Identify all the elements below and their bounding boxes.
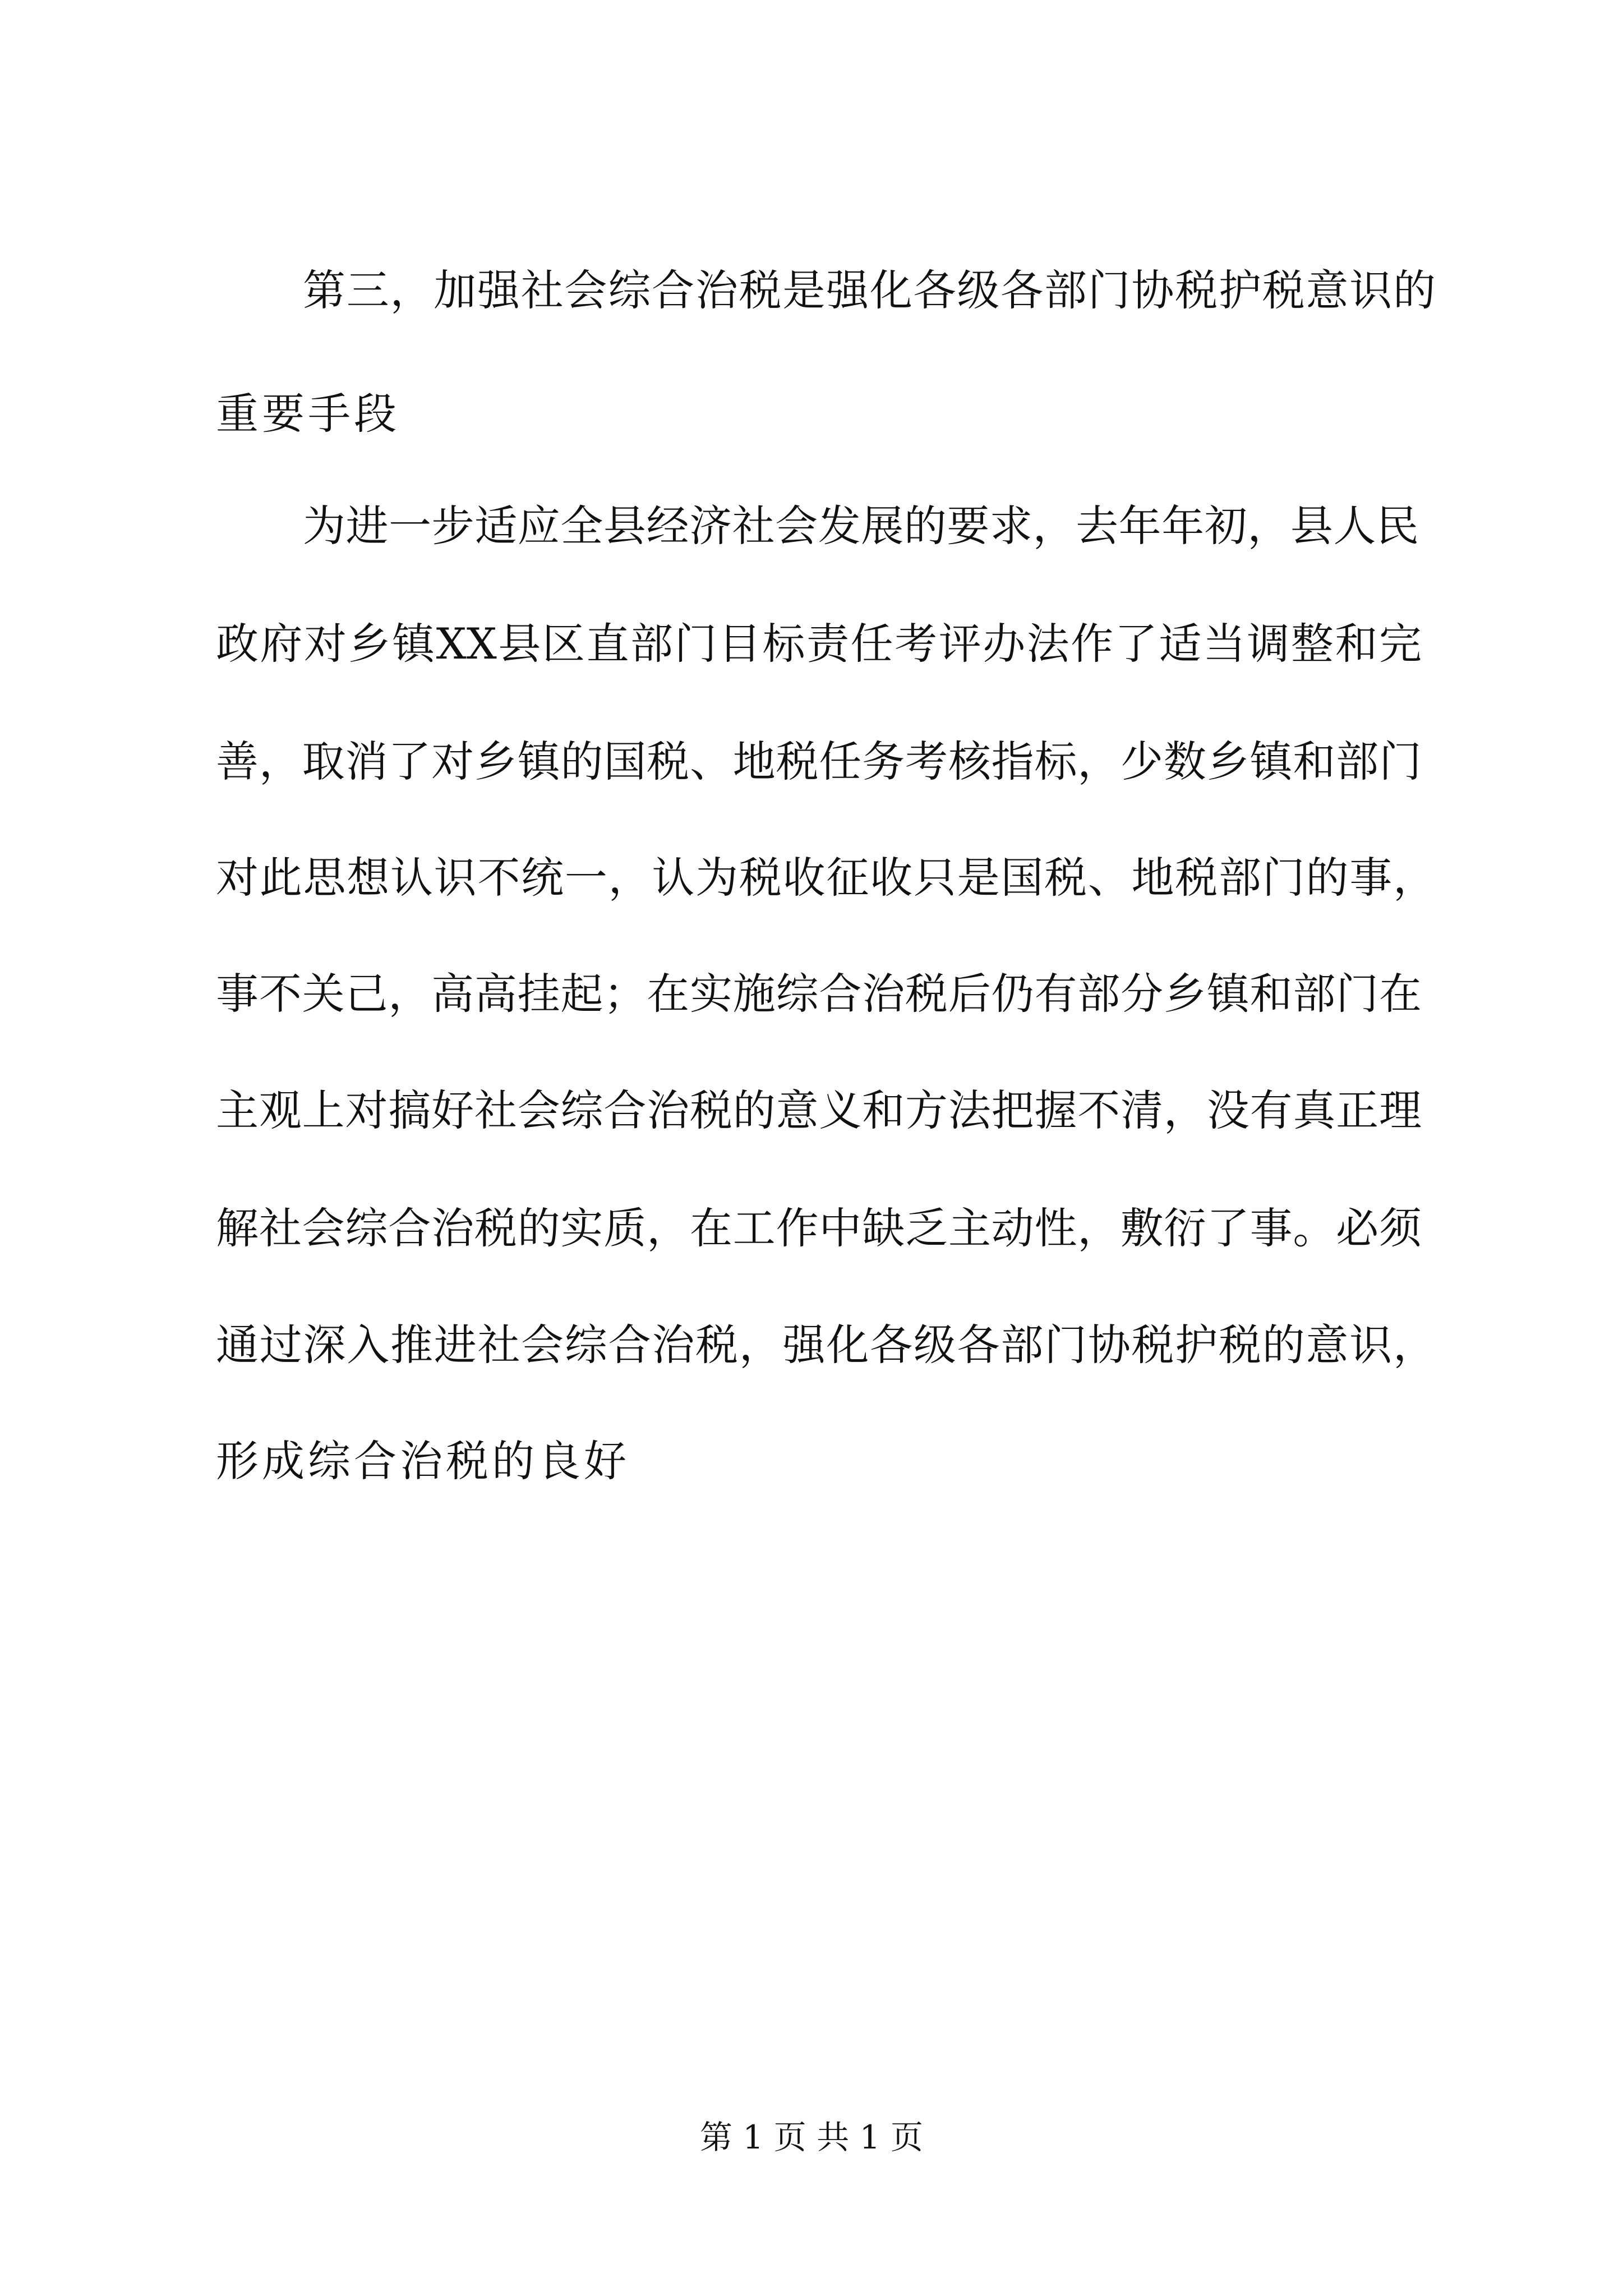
paragraph-2-line-9: 形成综合治税的良好: [216, 1436, 630, 1486]
paragraph-1-line-2: 重要手段: [216, 389, 400, 439]
paragraph-2-line-2: 政府对乡镇XX县区直部门目标责任考评办法作了适当调整和完: [216, 619, 1422, 669]
paragraph-2-line-7: 解社会综合治税的实质，在工作中缺乏主动性，敷衍了事。必须: [216, 1203, 1422, 1253]
paragraph-1-line-1: 第三，加强社会综合治税是强化各级各部门协税护税意识的: [303, 265, 1436, 315]
paragraph-2-line-4: 对此思想认识不统一，认为税收征收只是国税、地税部门的事，: [216, 853, 1436, 903]
paragraph-2-line-3: 善，取消了对乡镇的国税、地税任务考核指标，少数乡镇和部门: [216, 737, 1422, 786]
paragraph-2-line-6: 主观上对搞好社会综合治税的意义和方法把握不清，没有真正理: [216, 1085, 1422, 1135]
paragraph-2-line-5: 事不关己，高高挂起；在实施综合治税后仍有部分乡镇和部门在: [216, 969, 1422, 1019]
paragraph-2-line-8: 通过深入推进社会综合治税，强化各级各部门协税护税的意识，: [216, 1320, 1436, 1370]
page-number-footer: 第 1 页 共 1 页: [700, 2118, 923, 2156]
paragraph-2-line-1: 为进一步适应全县经济社会发展的要求，去年年初，县人民: [303, 501, 1419, 551]
